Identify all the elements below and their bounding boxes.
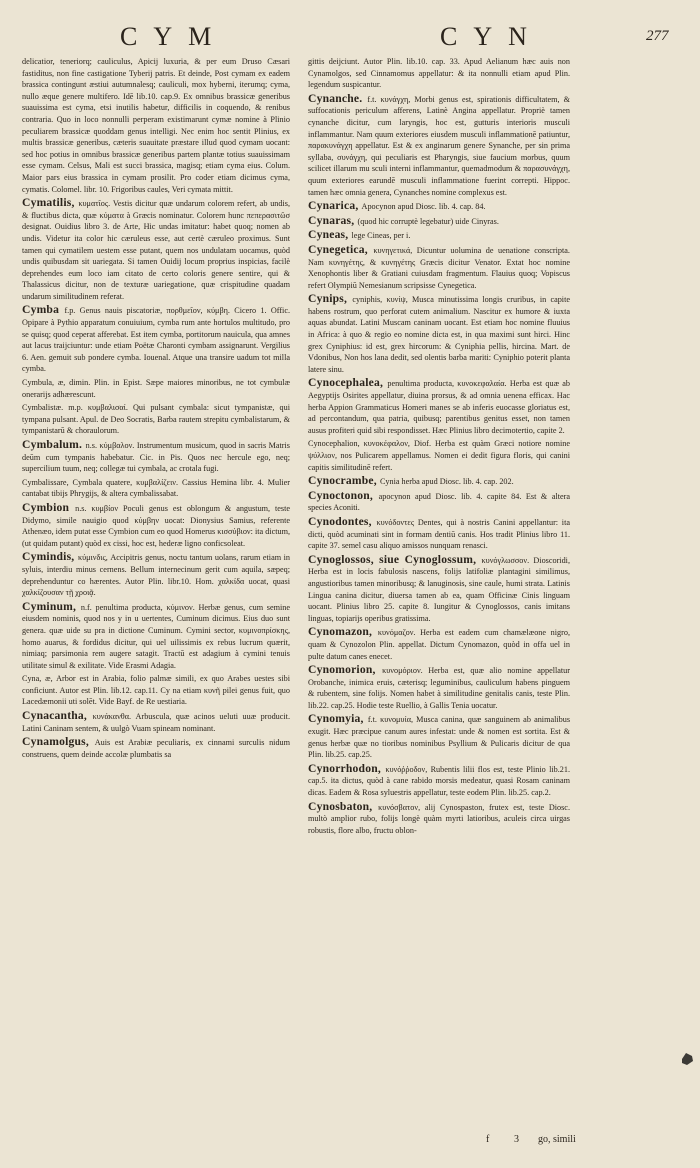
entry-text: Cymbalistæ. m.p. κυμβαλισαί. Qui pulsant cymbala: sicut tympanistæ, qui tympana pulsant. Apul. de Deo Socratis, Barba rautem strepitu cymbalistarum, & tympanistarū & choraulorum.: [22, 403, 290, 436]
dictionary-entry: [308, 664, 570, 711]
entry-headword: Cynaras,: [308, 213, 358, 227]
entry-headword: Cymatilis,: [22, 196, 79, 210]
entry-headword: Cynanche.: [308, 91, 368, 105]
entry-headword: Cynosbaton,: [308, 799, 379, 813]
signature-mark: f: [486, 1134, 490, 1145]
dictionary-entry: [308, 244, 570, 291]
signature-number: 3: [514, 1134, 519, 1145]
entry-headword: Cyneas,: [308, 228, 352, 242]
entry-text: κυνηγετικά, Dicuntur uolumina de uenatione conscripta. Nam κυνηγέτης, & κυνηγέτης Græcis dicitur Venator. Extat hoc nomine Xenophontis liber & Gratiani cuiusdam fragmentum. Flauius quoq; Vopiscus refert Olympiū Nemesianum scripsisse Cynegetica.: [308, 245, 570, 290]
right-column: [308, 56, 570, 836]
dictionary-entry: [308, 490, 570, 514]
running-head-right: CYN: [440, 22, 543, 51]
entry-text: Cynocephalion, κυνοκέφαλον, Diof. Herba est quàm Græci notiore nomine ψύλλιον, nos Pulicarem appellamus. Nomen ei dedit figura floris, qui canini capitis similitudinē refert.: [308, 439, 570, 472]
entry-headword: Cymba: [22, 303, 65, 317]
ink-spot: [680, 1052, 694, 1066]
running-head-left: CYM: [120, 22, 228, 51]
entry-text: κυνόμαζον. Herba est eadem cum chamælæone nigro, quam & Cynozolon Plin. appellat. Dictum Cynomazon, quòd in offa uel in pulte datum canes enecet.: [308, 628, 571, 661]
dictionary-entry: [308, 554, 570, 625]
entry-headword: Cynarica,: [308, 199, 362, 213]
entry-text: κυνομόριον. Herba est, quæ alio nomine appellatur Orobanche, inimica eruis, cæterisq; leguminibus, cauliculum habens pinguem & rubentem, sine folijs. Nomen habet à similitudine genitalis canis, teste Plin. lib.22. cap.25. Hodie teste Ruellio, à Gallis Tenia uocatur.: [308, 666, 570, 710]
dictionary-entry: [308, 516, 570, 552]
entry-headword: Cymbion: [22, 500, 76, 514]
page-number: 277: [646, 28, 669, 44]
dictionary-entry: [308, 801, 570, 837]
dictionary-entry: [308, 200, 570, 213]
entry-headword: Cynocephalea,: [308, 376, 388, 390]
entry-text: κυνόσβατον, alij Cynospaston, frutex est, teste Diosc. multò amplior rubo, folijs longè quàm myrti latioribus, aculeis circa uirgas robustis, flore albo, fructu oblon-: [308, 802, 570, 835]
entry-headword: Cynomorion,: [308, 663, 383, 677]
entry-headword: Cynoglossos, siue Cynoglossum,: [308, 552, 482, 566]
entry-text: gittis deijciunt. Autor Plin. lib.10. cap. 33. Apud Aelianum hæc auis non Cynamolgos, sed Cinnamomus appellatur: & ita nonnulli etiam apud Plin. legendum suspicantur.: [308, 57, 570, 90]
dictionary-entry: [308, 56, 570, 91]
dictionary-entry: [22, 477, 290, 500]
dictionary-entry: [22, 710, 290, 734]
entry-headword: Cynocrambe,: [308, 474, 380, 488]
dictionary-entry: [22, 502, 290, 549]
entry-text: f.t. κυνάγχη, Morbi genus est, spirationis difficultatem, & suffocationis periculum afferens, Latinè Angina appellatur. Propriè tamen cynanche dicitur, cum laryngis, hoc est, gutturis interioris musculi inflammantur. Nam quum exteriores eiusdem musculi inflammationē patiuntur, παρακυνάγχη appellatur. Est & ex anginarum genere Synanche, per sin prima syllaba, συνάγχη, qui peculiaris est Pharyngis, siue faucium morbus, quum scilicet illarum mu sculi interni inflammantur, quemadmodum & παρασυνάγχη, quum exteriores earundē musculi inflammatione fuerint correpti. Hippoc. tamen hæc omnia genera, Cynanches nomine complexus est.: [308, 94, 570, 197]
dictionary-entry: [308, 763, 570, 799]
catchword: go, simili: [538, 1134, 576, 1145]
dictionary-entry: [22, 439, 290, 475]
entry-headword: Cymindis,: [22, 550, 78, 564]
entry-headword: Cyminum,: [22, 599, 81, 613]
entry-text: Cymbalissare, Cymbala quatere, κυμβαλίζειν. Cassius Hemina libr. 4. Mulier cantabat tibijs Phrygijs, & altera cymbalissabat.: [22, 477, 290, 499]
entry-text: Auis est Arabiæ peculiaris, ex cinnami surculis nidum construens, quem deinde accolæ plumbatis sa: [22, 738, 290, 759]
entry-headword: Cynorrhodon,: [308, 761, 386, 775]
dictionary-entry: [308, 377, 570, 436]
dictionary-entry: [308, 475, 570, 488]
entry-text: apocynon apud Diosc. lib. 4. capite 84. Est & altera species Aconiti.: [308, 491, 571, 513]
entry-text: n.s. κύμβαλον. Instrumentum musicum, quod in sacris Matris deūm cum tympanis habebatur. Cic. in Pis. Quos nec hercule ego, neq; supercilium tuum, neq; collegæ tui cymbala, ac crotala fugi.: [22, 441, 290, 474]
entry-text: Apocynon apud Diosc. lib. 4. cap. 84.: [361, 202, 486, 212]
dictionary-entry: [308, 713, 570, 760]
entry-text: Cyna, æ, Arbor est in Arabia, folio palmæ simili, ex quo Arabes uestes sibi conficiunt. Autor est Plin. lib.12. cap.11. Cy na etiam κυνῆ pilei genus fuit, quo Lacedæmonii uti solēt. Vide Bayf. de Re uestiaria.: [22, 674, 290, 707]
dictionary-entry: [22, 551, 290, 598]
dictionary-entry: [308, 229, 570, 242]
entry-text: Cynia herba apud Diosc. lib. 4. cap. 202.: [379, 477, 514, 487]
dictionary-entry: [22, 377, 290, 400]
entry-text: delicatior, teneriorq; cauliculus, Apicij luxuria, & per eum Druso Cæsari fastiditus, non fine castigatione Tyberij patris. Et deinde, Post cymam ex eadem brassica contingunt æstiui autumnalesq; cauliculi, mox hyberni, iterumq; cyma, nullo æque genere multifero. Idē lib.10. cap.9. Ex omnibus brassicæ generibus suauissima est cyma, etsi inutilis habetur, difficilis in coquendo, & renibus contraria. Quo in loco nonnulli perperam existimarunt cymæ nomine à Plinio peculiarem brassicæ quoddam genus intelligi. Nec enim hoc sentit Plinius, ex multis brassicæ generibus, cæteris suauitate præstare illud quod cymam uocant: sed hoc potius in omnibus brassicæ generibus partem plantæ totius suauissimam esse cymam. Celsus, Mali est succi brassica, magisq; etiam cyma eius. Colum. Maior pars eius brassica in cymam prosilit. Pro coder etiam dicimus cyma, cymatis. Colomel. libr. 10. Frigoribus caules, Veri cymata mittit.: [22, 57, 290, 194]
entry-text: n.s. κυμβίον Poculi genus est oblongum & angustum, teste Didymo, simile nauigio quod κύμβην uocat: Dionysius Samius, referente Athenæo, idem putat esse Cymbion cum eo quod Homerus κισσύβιον: ita dictum, (ut quidam putant) quòd ex cissi, hoc est, hederæ ligno conficsoleat.: [22, 503, 290, 548]
entry-text: Cymbula, æ, dimin. Plin. in Epist. Sæpe maiores minoribus, ne tot cymbulæ onerarijs adhærescunt.: [22, 378, 290, 399]
entry-text: penultima producta, κυνοκεφαλαία. Herba est quæ ab Aegyptijs Osirites appellatur, diuina prorsus, & ad omnia uenena efficax. Hac herba Appion Grammaticus Homeri manes se ab inferis euocasse gloriatus est, ad percontandum, qua patria, quibusq; parentibus genitus esset, non tamen ausus profiteri quid sibi respondisset. Hæc Plinius libro decimotertio, capite 2.: [308, 379, 570, 435]
dictionary-entry: [22, 197, 290, 302]
dictionary-entry: [22, 736, 290, 760]
dictionary-entry: [308, 626, 570, 662]
dictionary-entry: [22, 402, 290, 437]
entry-headword: Cynoctonon,: [308, 488, 379, 502]
entry-headword: Cynacantha,: [22, 709, 93, 723]
entry-text: κυνάκανθα. Arbuscula, quæ acinos ueluti uuæ producit. Latini Caninam sentem, & uulgò Vuam spineam nominant.: [22, 712, 290, 733]
entry-text: lege Cineas, per i.: [351, 231, 411, 241]
entry-text: κύμινδις, Accipitris genus, noctu tantum uolans, rarum etiam in syluis, interdiu minus cernens. Bellum internecinum gerit cum aquila, sæpeq; deprehenduntur co hærentes. Autor Plin. libr.10. Hom. χαλκίδα uocat, quasi χαλκίζουσαν τῇ χροιᾷ.: [22, 553, 290, 598]
dictionary-entry: [308, 93, 570, 198]
entry-text: n.f. penultima producta, κύμινον. Herbæ genus, cum semine eiusdem nominis, quod nos y in u uertentes, Cuminum dicimus. Eius duo sunt genera. quæ uide su pra in dictione Cuminum. Cymini sector, κυμινοπρίσκης, homo auarus, & fordidus dicitur, qui uel uilissimis ex rebus lucrum quærit, nimiaq; parsimonia rem augere satagit. Tractū est adagium à cymini tenuis utilitate simul & exilitate. Vide Erasmi Adagia.: [22, 602, 290, 670]
entry-text: κυνόδοντες Dentes, qui à nostris Canini appellantur: ita dicti, quòd acuminati sint in formam dentiū canis. Hos tradit Plinius libro 11. capite 37. semel casu aliquo amissos nunquam renasci.: [308, 517, 570, 551]
entry-headword: Cymbalum.: [22, 438, 86, 451]
left-column: [22, 56, 290, 760]
entry-headword: Cynamolgus,: [22, 735, 95, 749]
entry-text: κυνόῤῥοδον, Rubentis lilii flos est, teste Plinio lib.21. cap.5. ita dictus, quòd à cane rabido morsis medeatur, quasi Rosam caninam dicas. Eadem & Rosa syluestris appellatur, teste eodem Plin. lib.25. cap.2.: [308, 764, 570, 798]
entry-text: f.t. κυνομυία, Musca canina, quæ sanguinem ab animalibus exugit. Hæc præcipue canum aures infestat: unde & nomen est sortita. Est & genus herbæ quæ no tioribus nominibus Psyllium & Pulicaris dicitur de qua Plin. lib.25. cap.25.: [308, 715, 571, 760]
entry-text: cyniphis, κυνίψ, Musca minutissima longis cruribus, in capite habens rostrum, quo perforat cutem animalium. Nascitur ex humore & iuxta aquas abundat. Latini Muscam caninam uocant. Est etiam hoc nomine fluuius in Africa: à quo & regio eo nomine dicta est, in qua maximi sunt hirci. Hinc grex Cyniphius: id est, grex hircorum: & Cyniphia pellis, hircina. Mart. de Vdonibus, Non hos lana dedit, sed olentis barba mariti: Cyniphio poterit planta latere sinu.: [308, 295, 570, 374]
dictionary-entry: [22, 304, 290, 375]
dictionary-entry: [308, 293, 570, 375]
dictionary-entry: [308, 438, 570, 473]
entry-headword: Cynomazon,: [308, 625, 378, 639]
dictionary-entry: [22, 56, 290, 195]
entry-text: κυματῖος. Vestis dicitur quæ undarum colorem refert, ab undis, & fluctibus dicta, quæ κύματα à Græcis nominatur. Colorem hunc πεπερασιτῶσ designat. Ouidius libro 3. de Arte, Hic undas imitatur: habet quoq; nomen ab undis. Videtur ita color hic cæruleus esse, aut certè cæruleo proximus. Sunt tamen qui cymatilem uestem esse putant, quem nos undulatam uocamus, quòd undis quibusdam sit uariegata. Si tamen Ouidij locum proprius inspicias, facilè deprehendes eum loco iam citato de certo coloris genere sentire, qui & Thalassicus dicitur, non de texturæ uariegatione, quæ crispitudine quadam undarum similitudinem referat.: [22, 199, 290, 301]
entry-text: (quod hic corruptè legebatur) uide Cinyras.: [357, 216, 499, 226]
entry-headword: Cynegetica,: [308, 242, 374, 256]
entry-headword: Cynomyia,: [308, 712, 368, 726]
entry-headword: Cynodontes,: [308, 514, 377, 528]
entry-text: κυνόγλωσσον. Dioscoridi, Herba est in locis fabulosis nascens, folijs latifoliæ plantagini similimus, angustioribus tamen minoribusq; & lanuginosis, sine caule, humi strata. Latinis Lingua canina dicitur, diuersa tamen ab ea, quam Officinæ Cinis linguam uocant. Plinius libro 25. capite 8. Iungitur & Cynoglossos, canis imitans linguas, topiarijs operibus gratissima.: [308, 555, 570, 623]
entry-headword: Cynips,: [308, 292, 353, 306]
entry-text: f.p. Genus nauis piscatoriæ, πορθμεῖον, κύμβη. Cicero 1. Offic. Opipare à Pythio apparatum conuiuium, cymba rum ante hortulos multitudo, pro se quisq; quod ceperat afferebat. Est item cymba, portitorum nauicula, qua amnes aut lacus traijciuntur: unde etiam Poëtæ Charonti cymbam assignarunt. Vergilius 6. Aen. gemuit sub pondere cymba. Iouenal. Atque una transire uadum tot milla cymba.: [22, 306, 290, 374]
dictionary-entry: [22, 601, 290, 672]
dictionary-entry: [22, 673, 290, 708]
running-head: [0, 22, 700, 52]
dictionary-entry: [308, 215, 570, 228]
